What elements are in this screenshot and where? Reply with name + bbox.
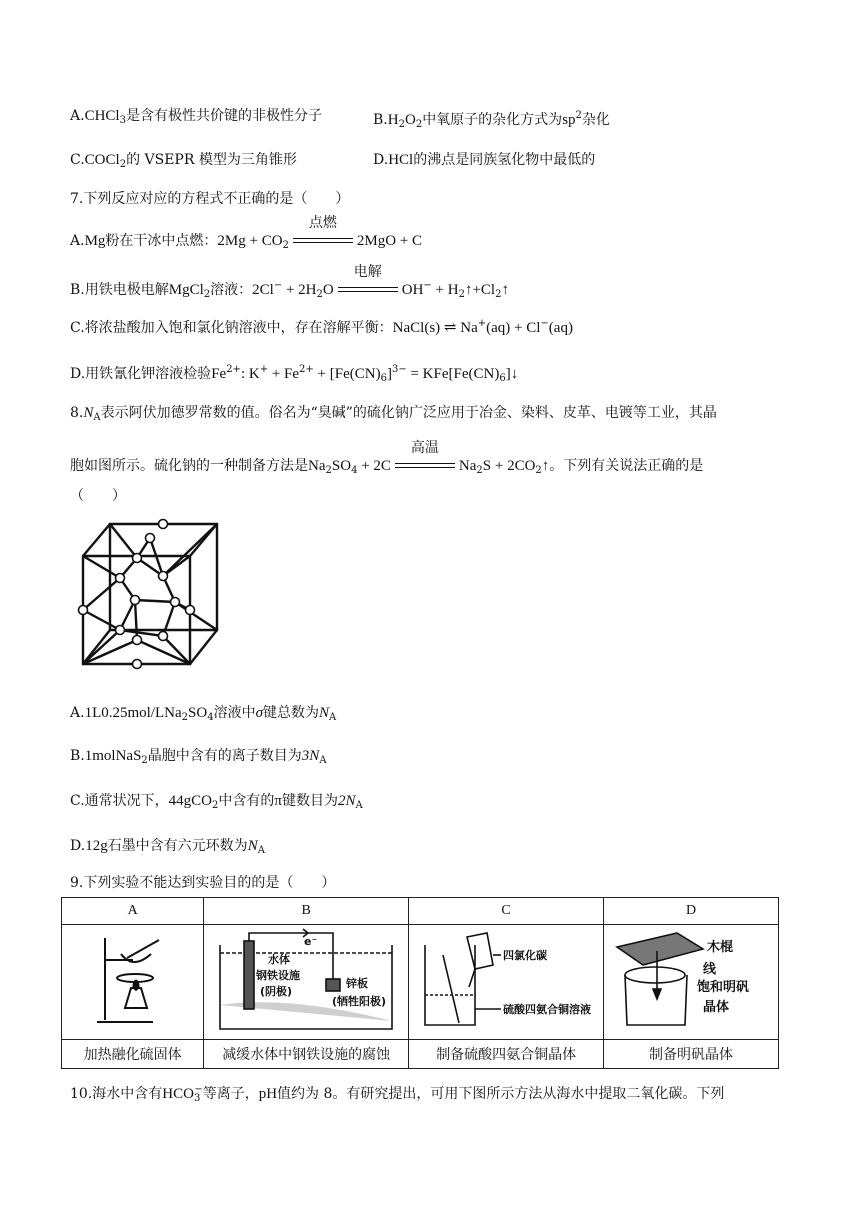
q6-option-b: $B.H_2O_2$中氧原子的杂化方式为$sp^2$杂化 [373, 110, 610, 130]
q9-stem: 9.下列实验不能达到实验目的的是（ ） [70, 875, 336, 891]
q7-option-a: A.Mg粉在干冰中点燃：$2Mg + CO_2$ 点燃 2MgO + C [70, 215, 423, 251]
q8-option-a: $A.1L0.25mol/LNa_2SO_4$溶液中σ键总数为$N_A$ [70, 705, 337, 723]
caption-d: 制备明矾晶体 [604, 1040, 779, 1069]
apparatus-d [604, 925, 779, 1040]
q8-stem-line2: 胞如图所示。硫化钠的一种制备方法是$Na_2SO_4 + 2C$ 高温 $Na_2S$ + $2CO_2↑$。下列有关说法正确的是 [70, 440, 704, 476]
svg-text:饱和明矾: 饱和明矾 [697, 980, 750, 995]
q8-option-d: D.12g石墨中含有六元环数为$N_A$ [70, 838, 265, 856]
table-header-b: B [204, 898, 409, 925]
svg-text:木棍: 木棍 [707, 940, 734, 955]
caption-b: 减缓水体中钢铁设施的腐蚀 [204, 1040, 409, 1069]
q8-option-b: B.1molNaS$_2$晶胞中含有的离子数目为$3N_A$ [70, 748, 327, 766]
heating-stand-figure [93, 930, 173, 1030]
q10-stem: 10.海水中含有$HCO_3^-$等离子，pH值约为 8。有研究提出，可用下图所示方法从海水中提取二氧化碳。下列 [70, 1084, 725, 1104]
svg-text:水体: 水体 [268, 953, 291, 966]
q6-option-d: D.HCl的沸点是同族氢化物中最低的 [373, 152, 596, 168]
q7-option-c: C.将浓盐酸加入饱和氯化钠溶液中，存在溶解平衡：NaCl(s) ⇌ Na+(aq) + Cl−(aq) [70, 318, 573, 336]
apparatus-a [62, 925, 204, 1040]
caption-a: 加热融化硫固体 [62, 1040, 204, 1069]
q6-option-a: A.CHCl$_3$是含有极性共价键的非极性分子 [70, 108, 322, 126]
q7-stem: 7.下列反应对应的方程式不正确的是（ ） [70, 191, 350, 207]
experiment-table [61, 897, 779, 1069]
apparatus-c [409, 925, 604, 1040]
svg-text:线: 线 [703, 962, 717, 977]
svg-text:e⁻: e⁻ [304, 935, 318, 948]
svg-text:(牺牲阳极): (牺牲阳极) [332, 995, 387, 1008]
table-header-c: C [409, 898, 604, 925]
apparatus-b [204, 925, 409, 1040]
condition-arrow: 电解 [336, 280, 400, 300]
svg-text:钢铁设施: 钢铁设施 [256, 969, 301, 982]
svg-text:晶体: 晶体 [703, 1000, 730, 1015]
crystal-cell-figure [75, 518, 225, 670]
caption-c: 制备硫酸四氨合铜晶体 [409, 1040, 604, 1069]
electrolysis-figure [208, 925, 404, 1035]
q8-stem-line3: （ ） [70, 488, 126, 504]
table-header-a: A [62, 898, 204, 925]
svg-text:锌板: 锌板 [346, 977, 369, 990]
beaker-pour-figure [413, 925, 599, 1035]
crystal-growth-figure [607, 925, 775, 1035]
svg-text:硫酸四氨合铜溶液: 硫酸四氨合铜溶液 [503, 1003, 592, 1016]
condition-arrow: 高温 [393, 456, 457, 476]
condition-arrow: 点燃 [291, 231, 355, 251]
q8-option-c: C.通常状况下，44gCO$_2$中含有的π键数目为$2N_A$ [70, 793, 363, 811]
q6-option-c: C.COCl$_2$的 VSEPR 模型为三角锥形 [70, 152, 297, 170]
table-header-d: D [604, 898, 779, 925]
q8-stem-line1: $8.N_A$表示阿伏加德罗常数的值。俗名为“臭碱”的硫化钠广泛应用于冶金、染料、皮革、电镀等工业，其晶 [70, 405, 717, 423]
q7-option-d: D.用铁氰化钾溶液检验$Fe^{2+}$: $K^+ + Fe^{2+} + [Fe(CN)_6]^{3-}$ = $KFe[Fe(CN)_6]↓$ [70, 364, 519, 384]
q7-option-b: B.用铁电极电解MgCl$_2$溶液：$2Cl^- + 2H_2O$ 电解 $OH^- + H_2↑+Cl_2↑$ [70, 264, 509, 300]
svg-text:四氯化碳: 四氯化碳 [503, 949, 548, 962]
svg-text:(阴极): (阴极) [260, 985, 293, 998]
